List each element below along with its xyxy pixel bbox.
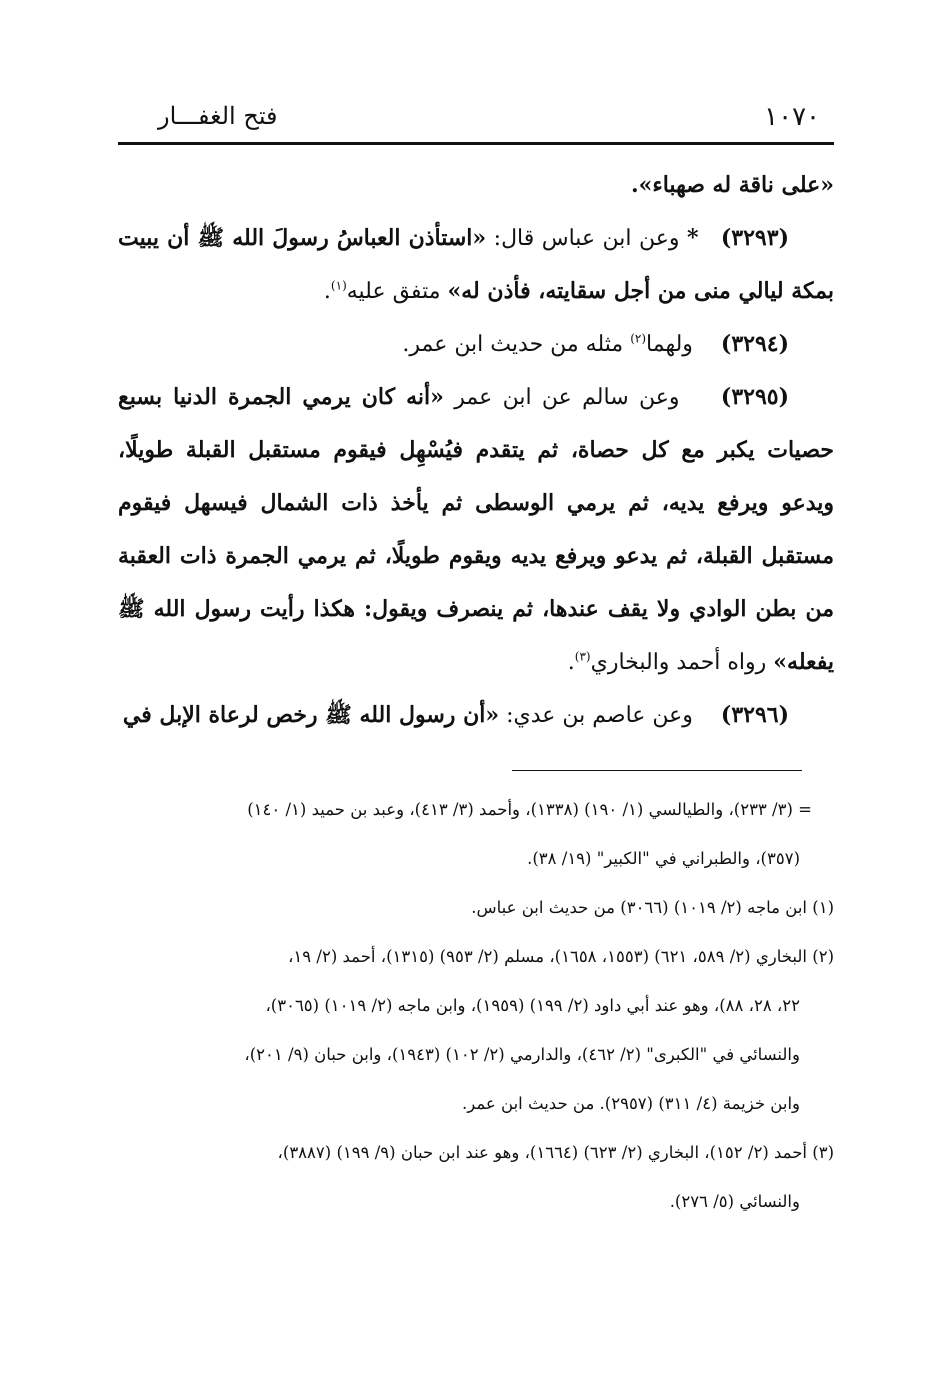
star-mark: * bbox=[686, 225, 699, 251]
footnote-2: (٢) البخاري (٢/ ٥٨٩، ٦٢١) (١٥٥٣، ١٦٥٨)، مسلم (٢/ ٩٥٣) (١٣١٥)، أحمد (٢/ ١٩، bbox=[288, 947, 834, 966]
hadith-intro: وعن عاصم بن عدي: bbox=[506, 703, 693, 728]
hadith-number: (٣٢٩٣) bbox=[720, 225, 789, 251]
hadith-number: (٣٢٩٥) bbox=[720, 384, 789, 410]
hadith-source: رواه أحمد والبخاري bbox=[590, 650, 767, 675]
hadith-3293 bbox=[118, 212, 834, 318]
hadith-number: (٣٢٩٤) bbox=[720, 331, 789, 357]
footnote-1: (١) ابن ماجه (٢/ ١٠١٩) (٣٠٦٦) من حديث ابن عباس. bbox=[471, 898, 834, 917]
footnote-3: (٣) أحمد (٢/ ١٥٢)، البخاري (٢/ ٦٢٣) (١٦٦٤)، وهو عند ابن حبان (٩/ ١٩٩) (٣٨٨٧)، bbox=[277, 1143, 834, 1162]
hadith-quote: «استأذن العباسُ رسولَ الله ﷺ أن يبيت بمكة ليالي منى من أجل سقايته، فأذن له» bbox=[118, 225, 834, 304]
hadith-source: مثله من حديث ابن عمر. bbox=[402, 332, 624, 357]
footnote-carry-line: = (٣/ ٢٣٣)، والطيالسي (١/ ١٩٠) (١٣٣٨)، وأحمد (٣/ ٤١٣)، وعبد بن حميد (١/ ١٤٠) bbox=[247, 800, 812, 819]
page-number: ١٠٧٠ bbox=[764, 102, 820, 132]
footnote-carry-line: (٣٥٧)، والطبراني في "الكبير" (١٩/ ٣٨). bbox=[527, 849, 800, 868]
hadith-quote: «أنه كان يرمي الجمرة الدنيا بسبع حصيات يكبر مع كل حصاة، ثم يتقدم فيُسْهِل فيقوم مستقبل القبلة طويلًا، ويدعو ويرفع يديه، ثم يرمي الوسطى ثم يأخذ ذات الشمال فيسهل فيقوم مستقبل القبلة، ثم يدعو ويرفع يديه ويقوم طويلًا، ثم يرمي الجمرة ذات العقبة من بطن الوادي ولا يقف عندها، ثم ينصرف ويقول: هكذا رأيت رسول الله ﷺ يفعله» bbox=[118, 384, 834, 675]
hadith-number: (٣٢٩٦) bbox=[720, 702, 789, 728]
book-page bbox=[118, 96, 834, 1226]
footnote-2-line: وابن خزيمة (٤/ ٣١١) (٢٩٥٧). من حديث ابن عمر. bbox=[462, 1094, 800, 1113]
hadith-source: متفق عليه bbox=[346, 279, 441, 304]
footnote-2-line: ٢٢، ٢٨، ٨٨)، وهو عند أبي داود (٢/ ١٩٩) (١٩٥٩)، وابن ماجه (٢/ ١٠١٩) (٣٠٦٥)، bbox=[265, 996, 800, 1015]
footnote-ref-1[interactable]: (١) bbox=[330, 278, 347, 293]
hadith-intro: وعن ابن عباس قال: bbox=[493, 226, 680, 251]
footnote-ref-2[interactable]: (٢) bbox=[630, 331, 647, 346]
hadith-intro: وعن سالم عن ابن عمر bbox=[454, 385, 680, 410]
footnote-separator bbox=[512, 770, 802, 771]
hadith-3296 bbox=[118, 689, 834, 742]
page-header bbox=[118, 96, 834, 145]
hadith-intro: ولهما bbox=[646, 332, 693, 357]
hadith-3294 bbox=[118, 318, 834, 371]
footnote-2-line: والنسائي في "الكبرى" (٢/ ٤٦٢)، والدارمي (٢/ ١٠٢) (١٩٤٣)، وابن حبان (٩/ ٢٠١)، bbox=[244, 1045, 800, 1064]
footnote-ref-3[interactable]: (٣) bbox=[574, 649, 591, 664]
period: . bbox=[567, 650, 575, 675]
main-text bbox=[118, 159, 834, 742]
footnotes bbox=[118, 785, 834, 1226]
hadith-quote: «أن رسول الله ﷺ رخص لرعاة الإبل في bbox=[122, 702, 500, 728]
running-title: فتح الغفـــار bbox=[158, 102, 278, 130]
footnote-3-line: والنسائي (٥/ ٢٧٦). bbox=[669, 1192, 800, 1211]
period: . bbox=[323, 279, 331, 304]
continued-line: «على ناقة له صهباء». bbox=[630, 172, 834, 198]
hadith-3295 bbox=[118, 371, 834, 689]
